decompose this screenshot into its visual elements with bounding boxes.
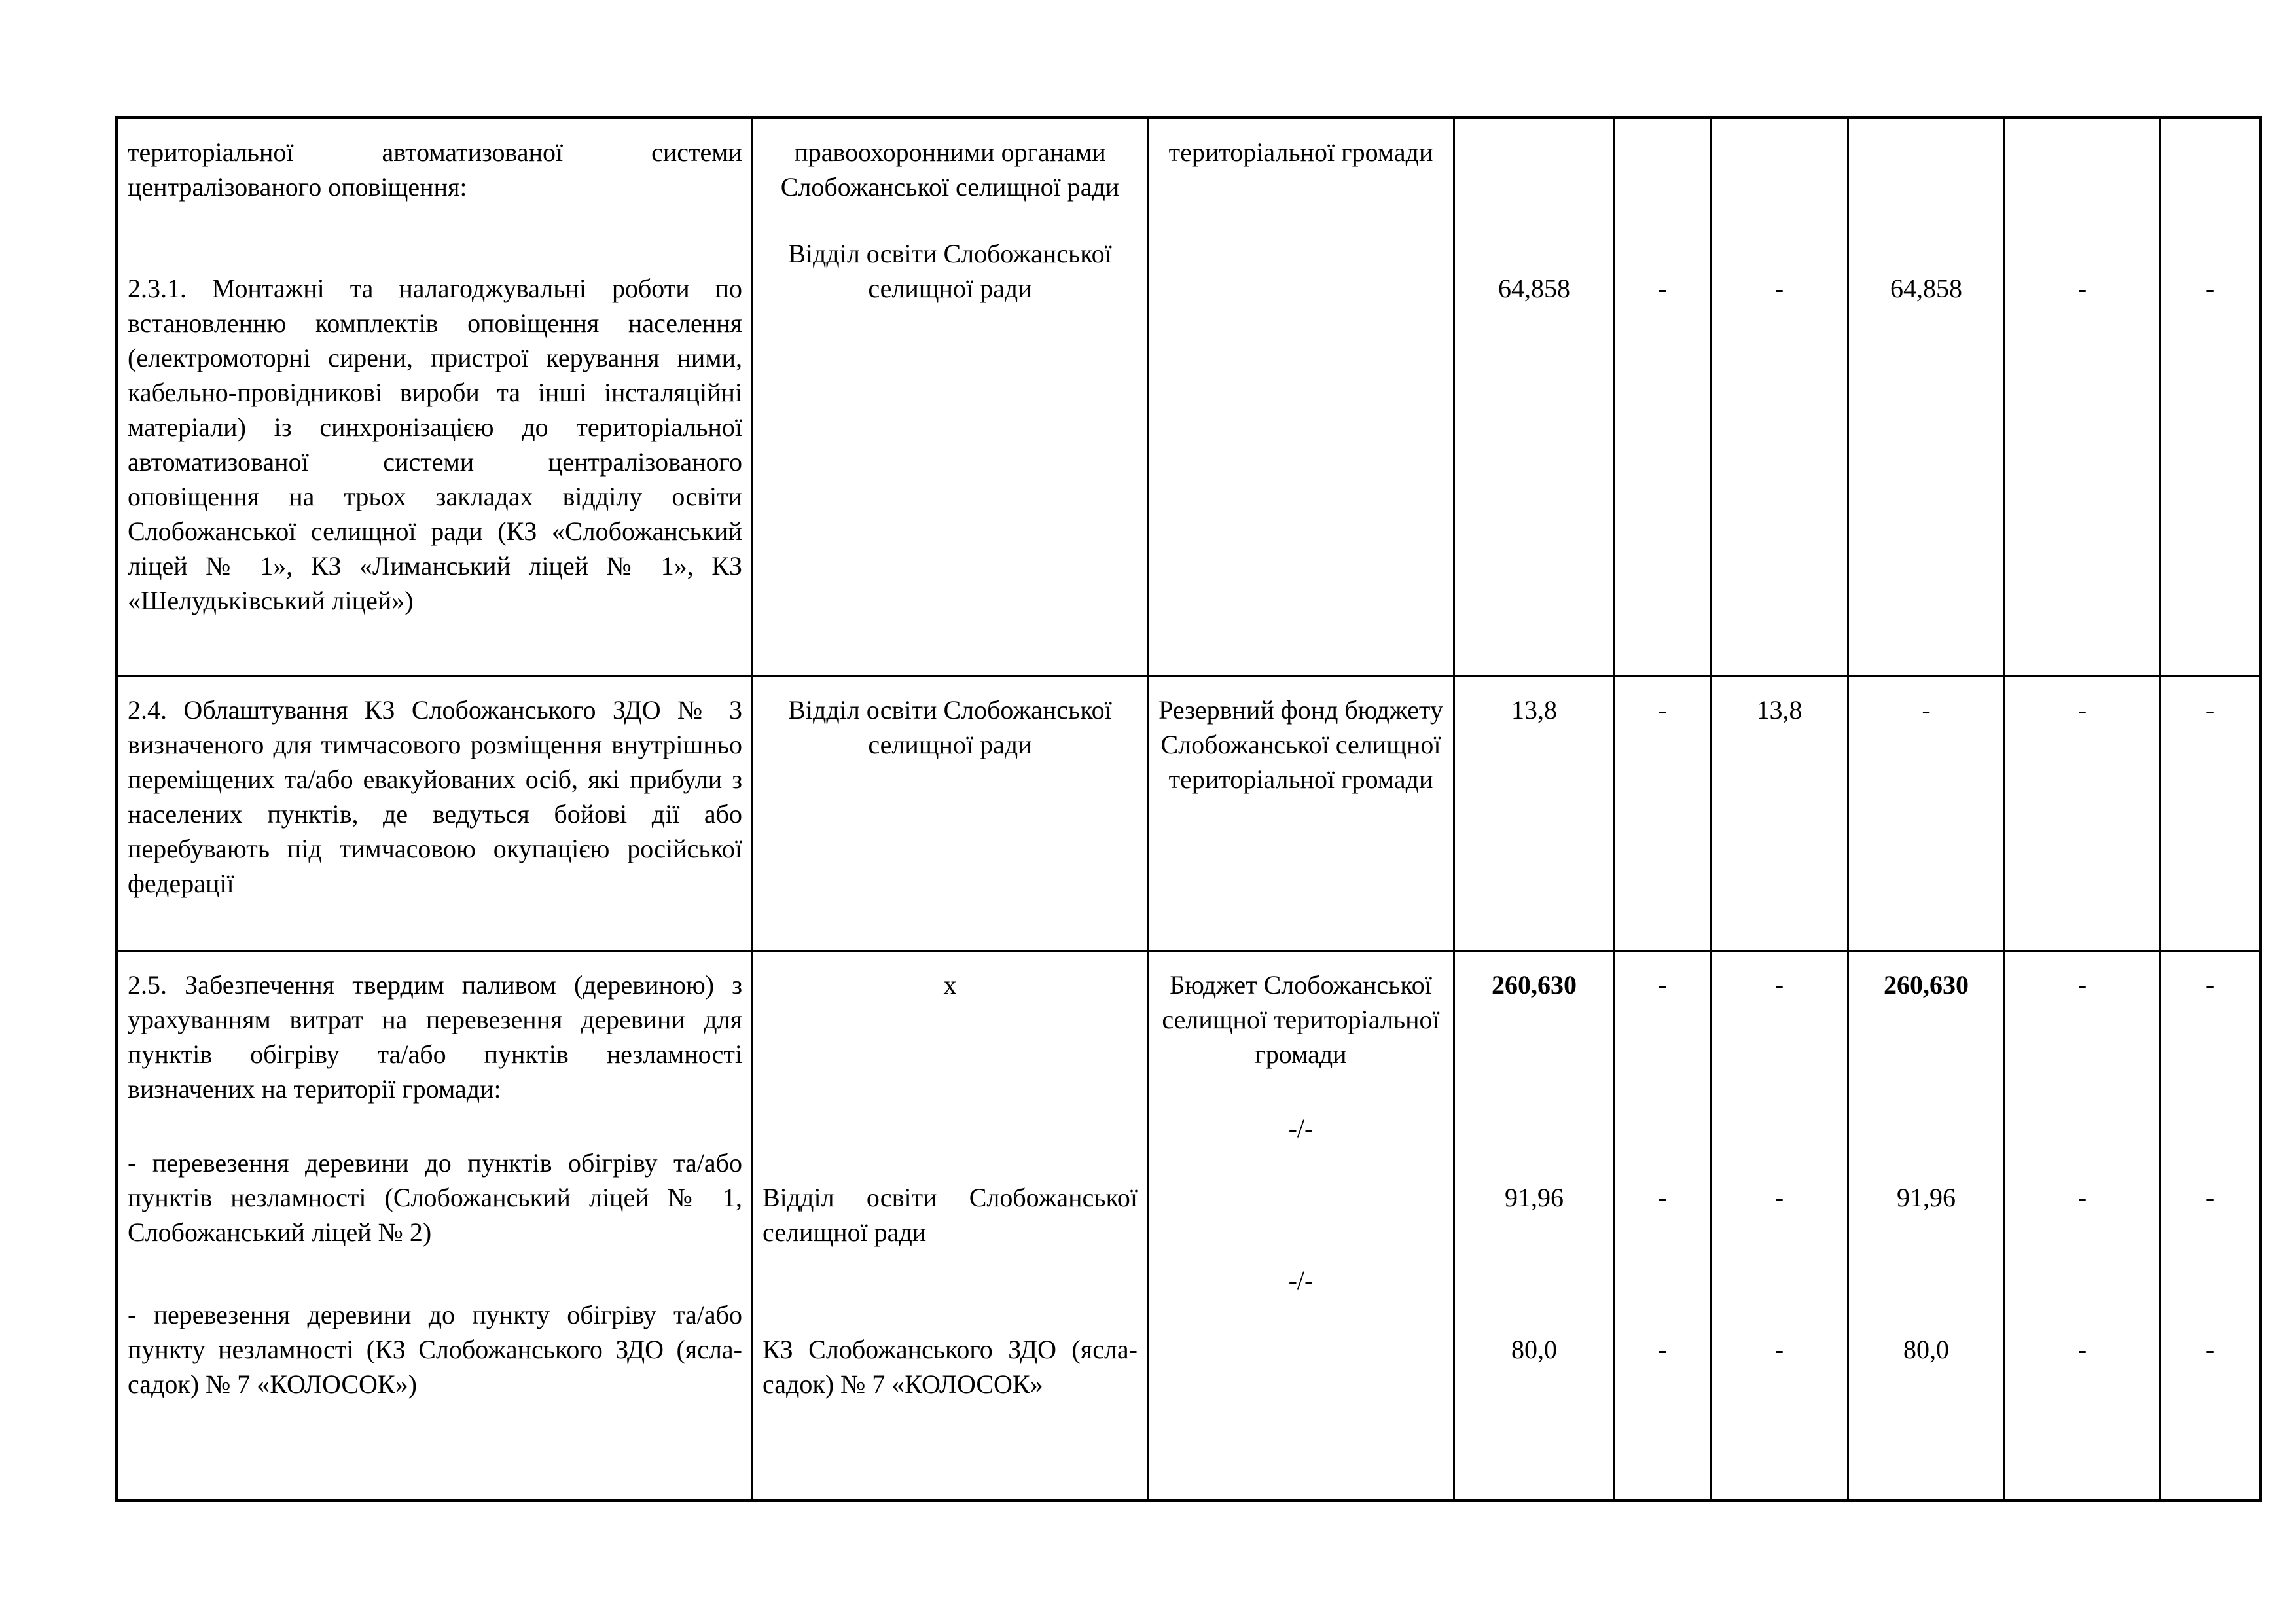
- cell-funding-source: [1148, 118, 1454, 676]
- cell-amount-year2: [1711, 118, 1848, 676]
- executor-2-4-text: Відділ освіти Слобожанської селищної ради: [788, 695, 1112, 759]
- amount-year1-value: -: [1658, 970, 1667, 1000]
- amount-total-sub2-value: 80,0: [1511, 1335, 1557, 1364]
- cell-amount-year3: [1848, 118, 2005, 676]
- cell-amount-year4: [2005, 118, 2161, 676]
- amount-year3-value: 64,858: [1890, 274, 1962, 303]
- amount-year2-sub1-value: -: [1774, 1183, 1784, 1212]
- program-measures-table: [115, 116, 2262, 1502]
- measure-2-5-sub2-text: - перевезення деревини до пункту обігріву та/або пункту незламності (КЗ Слобожанського ЗДО (ясла-садок) № 7 «КОЛОСОК»): [128, 1300, 742, 1399]
- executor-2-5-mark: х: [943, 970, 957, 1000]
- executor-2-3-1-text: Відділ освіти Слобожанської селищної ради: [788, 239, 1112, 303]
- amount-year4-sub2-value: -: [2077, 1335, 2087, 1364]
- amount-year5-value: -: [2205, 970, 2215, 1000]
- amount-year5-value: -: [2205, 695, 2215, 725]
- amount-total-value: 260,630: [1492, 970, 1577, 1000]
- amount-year5-value: -: [2205, 274, 2215, 303]
- cell-funding-source: [1148, 676, 1454, 951]
- amount-year3-value: -: [1922, 695, 1931, 725]
- measure-2-3-continuation-text: територіальної автоматизованої системи централізованого оповіщення:: [128, 137, 742, 202]
- measure-2-3-1-text: 2.3.1. Монтажні та налагоджувальні роботи по встановленню комплектів оповіщення населення (електромоторні сирени, пристрої керування ними, кабельно-провідникові вироби та інші інсталяційні матеріали) із синхронізацією до територіальної автоматизованої системи централізованого оповіщення на трьох закладах відділу освіти Слобожанської селищної ради (КЗ «Слобожанський ліцей № 1», КЗ «Лиманський ліцей № 1», КЗ «Шелудьківський ліцей»): [128, 274, 742, 615]
- cell-executor: [753, 676, 1148, 951]
- amount-total-sub1-value: 91,96: [1505, 1183, 1564, 1212]
- amount-year1-value: -: [1658, 274, 1667, 303]
- amount-total-value: 64,858: [1498, 274, 1570, 303]
- cell-amount-year4: [2005, 676, 2161, 951]
- amount-year2-value: -: [1774, 274, 1784, 303]
- funding-continuation-text: територіальної громади: [1168, 137, 1433, 167]
- table-row-2-5: [117, 951, 2261, 1501]
- amount-year1-sub1-value: -: [1658, 1183, 1667, 1212]
- amount-year1-value: -: [1658, 695, 1667, 725]
- cell-funding-source: [1148, 951, 1454, 1501]
- cell-amount-year4: [2005, 951, 2161, 1501]
- executor-continuation-text: правоохоронними органами Слобожанської селищної ради: [780, 137, 1120, 202]
- amount-year5-sub2-value: -: [2205, 1335, 2215, 1364]
- amount-year4-sub1-value: -: [2077, 1183, 2087, 1212]
- amount-year2-value: 13,8: [1756, 695, 1803, 725]
- amount-year2-sub2-value: -: [1774, 1335, 1784, 1364]
- cell-amount-total: [1454, 118, 1615, 676]
- cell-amount-year5: [2161, 676, 2261, 951]
- cell-amount-year1: [1615, 118, 1711, 676]
- cell-measure: [117, 118, 753, 676]
- amount-year3-sub1-value: 91,96: [1897, 1183, 1956, 1212]
- cell-amount-year5: [2161, 118, 2261, 676]
- funding-2-4-text: Резервний фонд бюджету Слобожанської селищної територіальної громади: [1158, 695, 1443, 794]
- cell-executor: [753, 118, 1148, 676]
- funding-2-5-text: Бюджет Слобожанської селищної територіальної громади: [1162, 970, 1440, 1069]
- measure-2-4-text: 2.4. Облаштування КЗ Слобожанського ЗДО № 3 визначеного для тимчасового розміщення внутрішньо переміщених та/або евакуйованих осіб, які прибули з населених пунктів, де ведуться бойові дії або перебувають під тимчасовою окупацією російської федерації: [128, 695, 742, 898]
- cell-executor: [753, 951, 1148, 1501]
- cell-amount-year1: [1615, 676, 1711, 951]
- amount-year4-value: -: [2077, 274, 2087, 303]
- cell-amount-year3: [1848, 676, 2005, 951]
- amount-year3-value: 260,630: [1884, 970, 1969, 1000]
- table-row-2-4: [117, 676, 2261, 951]
- cell-amount-total: [1454, 676, 1615, 951]
- amount-year3-sub2-value: 80,0: [1903, 1335, 1949, 1364]
- executor-2-5-sub2-text: КЗ Слобожанського ЗДО (ясла-садок) № 7 «КОЛОСОК»: [762, 1335, 1138, 1399]
- table-row-2-3-1: [117, 118, 2261, 676]
- funding-2-5-sub2-ditto: -/-: [1288, 1265, 1314, 1295]
- cell-amount-year2: [1711, 951, 1848, 1501]
- cell-measure: [117, 676, 753, 951]
- cell-amount-year3: [1848, 951, 2005, 1501]
- cell-measure: [117, 951, 753, 1501]
- cell-amount-year2: [1711, 676, 1848, 951]
- amount-year4-value: -: [2077, 970, 2087, 1000]
- cell-amount-year5: [2161, 951, 2261, 1501]
- cell-amount-total: [1454, 951, 1615, 1501]
- amount-year1-sub2-value: -: [1658, 1335, 1667, 1364]
- measure-2-5-text: 2.5. Забезпечення твердим паливом (деревиною) з урахуванням витрат на перевезення деревини для пунктів обігріву та/або пунктів незламності визначених на території громади:: [128, 970, 742, 1104]
- amount-year2-value: -: [1774, 970, 1784, 1000]
- amount-total-value: 13,8: [1511, 695, 1557, 725]
- amount-year4-value: -: [2077, 695, 2087, 725]
- executor-2-5-sub1-text: Відділ освіти Слобожанської селищної ради: [762, 1183, 1138, 1247]
- measure-2-5-sub1-text: - перевезення деревини до пунктів обігріву та/або пунктів незламності (Слобожанський ліцей № 1, Слобожанський ліцей № 2): [128, 1148, 742, 1247]
- amount-year5-sub1-value: -: [2205, 1183, 2215, 1212]
- funding-2-5-sub1-ditto: -/-: [1288, 1113, 1314, 1143]
- cell-amount-year1: [1615, 951, 1711, 1501]
